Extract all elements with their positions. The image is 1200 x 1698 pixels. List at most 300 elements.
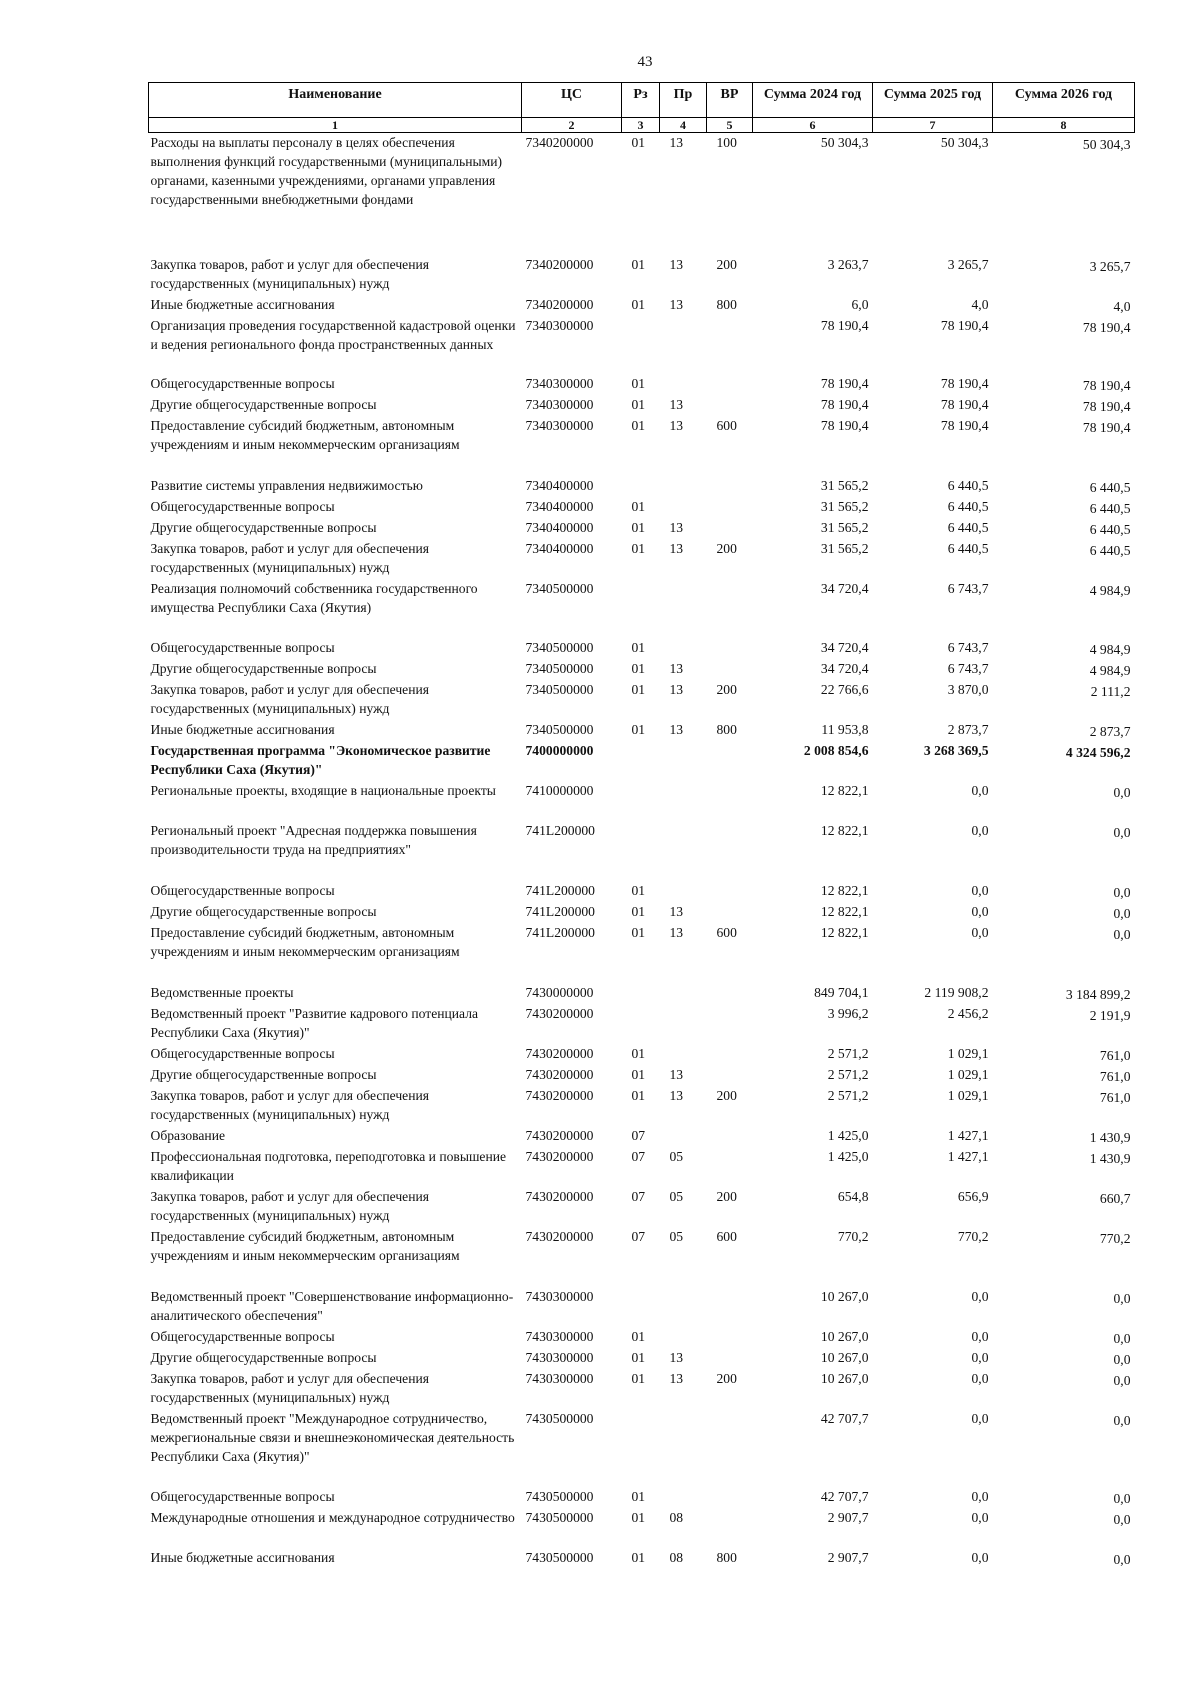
cell-pr: 13 (669, 903, 684, 919)
cell-name: Общегосударственные вопросы (150, 1488, 335, 1504)
cell-sum-2024: 2 907,7 (827, 1549, 869, 1565)
header-rz: Рз (622, 83, 660, 118)
cell-sum-2025: 78 190,4 (940, 396, 989, 412)
cell-pr: 13 (669, 660, 684, 676)
cell-cs: 7340200000 (525, 296, 594, 312)
cell-vr: 200 (716, 540, 737, 556)
cell-name: Иные бюджетные ассигнования (150, 1549, 335, 1565)
cell-cs: 7340300000 (525, 417, 594, 433)
cell-sum-2024: 42 707,7 (820, 1410, 869, 1426)
cell-rz: 01 (631, 1370, 646, 1386)
cell-rz: 01 (631, 721, 646, 737)
cell-sum-2026: 761,0 (1099, 1047, 1131, 1063)
budget-table (148, 82, 1135, 1569)
cell-name: Ведомственный проект "Совершенствование информационно-аналитического обеспечения" (150, 1288, 514, 1323)
cell-sum-2026: 0,0 (1113, 1351, 1131, 1367)
cell-sum-2026: 3 265,7 (1089, 258, 1131, 274)
cell-sum-2026: 4 984,9 (1089, 662, 1131, 678)
table-row (149, 1044, 1135, 1065)
table-row (149, 416, 1135, 476)
cell-vr: 600 (716, 924, 737, 940)
cell-rz: 01 (631, 660, 646, 676)
cell-cs: 7340200000 (525, 256, 594, 272)
cell-vr (707, 518, 753, 539)
table-row (149, 476, 1135, 497)
cell-name: Региональный проект "Адресная поддержка повышения производительности труда на предприятиях" (150, 822, 477, 857)
table-row (149, 638, 1135, 659)
cell-sum-2024: 10 267,0 (820, 1370, 869, 1386)
cell-sum-2025: 2 456,2 (947, 1005, 989, 1021)
cell-sum-2024: 34 720,4 (820, 660, 869, 676)
cell-sum-2026: 0,0 (1113, 1551, 1131, 1567)
cell-rz: 01 (631, 1549, 646, 1565)
cell-sum-2026: 660,7 (1099, 1190, 1131, 1206)
cell-name: Образование (150, 1127, 226, 1143)
cell-pr (660, 374, 707, 395)
table-row (149, 316, 1135, 374)
table-row (149, 497, 1135, 518)
table-row (149, 1086, 1135, 1126)
table-row (149, 659, 1135, 680)
cell-rz (622, 579, 660, 638)
cell-sum-2025: 0,0 (971, 903, 989, 919)
cell-rz (622, 476, 660, 497)
cell-name: Общегосударственные вопросы (150, 375, 335, 391)
cell-cs: 7340400000 (525, 477, 594, 493)
cell-sum-2024: 770,2 (837, 1228, 869, 1244)
cell-cs: 7430200000 (525, 1228, 594, 1244)
cell-name: Государственная программа "Экономическое развитие Республики Саха (Якутия)" (150, 742, 491, 777)
cell-cs: 7430200000 (525, 1148, 594, 1164)
cell-sum-2024: 10 267,0 (820, 1328, 869, 1344)
cell-sum-2024: 42 707,7 (820, 1488, 869, 1504)
cell-vr: 800 (716, 296, 737, 312)
cell-pr (660, 579, 707, 638)
cell-pr: 13 (669, 296, 684, 312)
cell-vr (707, 1147, 753, 1187)
cell-rz (622, 983, 660, 1004)
cell-vr (707, 1487, 753, 1508)
cell-sum-2026: 2 111,2 (1090, 683, 1131, 699)
cell-name: Предоставление субсидий бюджетным, автономным учреждениям и иным некоммерческим организациям (150, 1228, 460, 1263)
cell-sum-2026: 6 440,5 (1089, 500, 1131, 516)
cell-pr: 13 (669, 721, 684, 737)
cell-vr (707, 497, 753, 518)
table-row (149, 1187, 1135, 1227)
cell-name: Ведомственные проекты (150, 984, 294, 1000)
cell-cs: 7340300000 (525, 375, 594, 391)
table-row (149, 518, 1135, 539)
cell-vr (707, 1044, 753, 1065)
cell-sum-2024: 50 304,3 (820, 135, 869, 150)
cell-rz: 01 (631, 135, 646, 150)
cell-sum-2024: 12 822,1 (820, 924, 869, 940)
cell-cs: 7400000000 (525, 742, 594, 758)
table-header (149, 83, 1135, 133)
cell-cs: 7430200000 (525, 1188, 594, 1204)
cell-sum-2026: 4 324 596,2 (1065, 744, 1131, 760)
cell-sum-2025: 4,0 (971, 296, 989, 312)
cell-name: Предоставление субсидий бюджетным, автономным учреждениям и иным некоммерческим организациям (150, 924, 460, 959)
cell-sum-2025: 6 440,5 (947, 540, 989, 556)
cell-sum-2025: 2 119 908,2 (924, 984, 989, 1000)
cell-vr (707, 579, 753, 638)
cell-pr (660, 476, 707, 497)
cell-sum-2025: 3 268 369,5 (923, 742, 989, 758)
cell-sum-2024: 3 263,7 (827, 256, 869, 272)
cell-rz: 01 (631, 882, 646, 898)
column-number: 8 (993, 118, 1135, 133)
cell-sum-2025: 0,0 (971, 924, 989, 940)
cell-vr (707, 741, 753, 781)
cell-sum-2024: 6,0 (851, 296, 869, 312)
cell-rz (622, 1287, 660, 1327)
cell-sum-2025: 3 870,0 (947, 681, 989, 697)
cell-sum-2026: 0,0 (1113, 784, 1131, 800)
cell-vr: 600 (716, 1228, 737, 1244)
cell-sum-2026: 78 190,4 (1082, 419, 1131, 435)
cell-vr (707, 781, 753, 821)
cell-pr: 13 (669, 1349, 684, 1365)
cell-name: Закупка товаров, работ и услуг для обеспечения государственных (муниципальных) нужд (150, 256, 429, 291)
cell-sum-2025: 6 440,5 (947, 498, 989, 514)
cell-cs: 7430500000 (525, 1509, 594, 1525)
cell-rz: 01 (631, 519, 646, 535)
cell-cs: 7340400000 (525, 540, 594, 556)
cell-sum-2025: 78 190,4 (940, 417, 989, 433)
cell-vr (707, 1287, 753, 1327)
cell-sum-2024: 2 571,2 (827, 1066, 869, 1082)
cell-pr: 05 (669, 1188, 684, 1204)
cell-rz: 07 (631, 1188, 646, 1204)
cell-sum-2025: 0,0 (971, 1370, 989, 1386)
header-pr: Пр (660, 83, 707, 118)
cell-sum-2026: 2 191,9 (1089, 1007, 1131, 1023)
cell-sum-2025: 656,9 (957, 1188, 989, 1204)
cell-cs: 741L200000 (525, 903, 595, 919)
header-sum-2026: Сумма 2026 год (993, 83, 1135, 118)
cell-vr (707, 316, 753, 374)
cell-pr (660, 1487, 707, 1508)
cell-cs: 7340300000 (525, 317, 594, 333)
cell-sum-2025: 770,2 (957, 1228, 989, 1244)
cell-sum-2026: 78 190,4 (1082, 319, 1131, 335)
cell-sum-2025: 3 265,7 (947, 256, 989, 272)
cell-vr (707, 638, 753, 659)
cell-pr: 13 (669, 1066, 684, 1082)
cell-cs: 7430500000 (525, 1488, 594, 1504)
cell-sum-2024: 2 008 854,6 (803, 742, 869, 758)
page-number: 43 (637, 54, 653, 70)
cell-vr: 200 (716, 1188, 737, 1204)
table-row (149, 133, 1135, 255)
cell-rz: 01 (631, 903, 646, 919)
cell-vr (707, 881, 753, 902)
cell-sum-2024: 31 565,2 (820, 498, 869, 514)
cell-sum-2024: 10 267,0 (820, 1349, 869, 1365)
cell-vr: 800 (716, 721, 737, 737)
cell-vr (707, 374, 753, 395)
cell-name: Общегосударственные вопросы (150, 1045, 335, 1061)
cell-sum-2026: 0,0 (1113, 905, 1131, 921)
cell-name: Закупка товаров, работ и услуг для обеспечения государственных (муниципальных) нужд (150, 681, 429, 716)
cell-pr: 13 (669, 417, 684, 433)
cell-sum-2025: 0,0 (971, 1410, 989, 1426)
cell-sum-2024: 78 190,4 (820, 417, 869, 433)
cell-rz (622, 316, 660, 374)
cell-pr (660, 1044, 707, 1065)
cell-sum-2025: 6 440,5 (947, 477, 989, 493)
table-row (149, 1126, 1135, 1147)
cell-vr (707, 1508, 753, 1548)
cell-rz: 01 (631, 1066, 646, 1082)
cell-rz (622, 1004, 660, 1044)
cell-sum-2026: 3 184 899,2 (1065, 986, 1131, 1002)
cell-sum-2024: 654,8 (837, 1188, 869, 1204)
table-row (149, 902, 1135, 923)
column-number: 6 (753, 118, 873, 133)
table-row (149, 680, 1135, 720)
cell-sum-2026: 0,0 (1113, 824, 1131, 840)
cell-name: Организация проведения государственной кадастровой оценки и ведения регионального фонда пространственных данных (150, 317, 516, 352)
cell-cs: 7430200000 (525, 1127, 594, 1143)
cell-sum-2026: 4 984,9 (1089, 582, 1131, 598)
cell-sum-2024: 22 766,6 (820, 681, 869, 697)
cell-cs: 7430200000 (525, 1087, 594, 1103)
cell-sum-2024: 1 425,0 (827, 1127, 869, 1143)
cell-sum-2025: 0,0 (971, 1549, 989, 1565)
table-row (149, 255, 1135, 295)
cell-sum-2025: 1 029,1 (947, 1066, 989, 1082)
table-row (149, 1065, 1135, 1086)
cell-sum-2026: 761,0 (1099, 1089, 1131, 1105)
cell-sum-2026: 0,0 (1113, 926, 1131, 942)
cell-pr: 13 (669, 519, 684, 535)
cell-vr: 200 (716, 1370, 737, 1386)
cell-cs: 7340200000 (525, 135, 594, 150)
cell-rz: 01 (631, 681, 646, 697)
cell-vr: 100 (716, 135, 737, 150)
cell-pr: 13 (669, 135, 684, 150)
cell-rz: 01 (631, 1328, 646, 1344)
cell-sum-2026: 6 440,5 (1089, 521, 1131, 537)
column-number: 1 (149, 118, 522, 133)
cell-pr: 13 (669, 256, 684, 272)
cell-name: Другие общегосударственные вопросы (150, 903, 377, 919)
table-row (149, 1147, 1135, 1187)
cell-pr (660, 316, 707, 374)
cell-cs: 7430200000 (525, 1005, 594, 1021)
cell-vr (707, 1126, 753, 1147)
table-row (149, 1508, 1135, 1548)
cell-rz (622, 741, 660, 781)
cell-name: Общегосударственные вопросы (150, 639, 335, 655)
cell-sum-2026: 2 873,7 (1089, 723, 1131, 739)
cell-name: Общегосударственные вопросы (150, 882, 335, 898)
cell-rz (622, 781, 660, 821)
cell-vr (707, 902, 753, 923)
cell-cs: 7430300000 (525, 1328, 594, 1344)
cell-rz: 01 (631, 375, 646, 391)
cell-pr: 08 (669, 1549, 684, 1565)
header-sum-2025: Сумма 2025 год (873, 83, 993, 118)
cell-pr: 13 (669, 1087, 684, 1103)
cell-rz: 01 (631, 417, 646, 433)
cell-vr: 200 (716, 256, 737, 272)
cell-name: Иные бюджетные ассигнования (150, 296, 335, 312)
cell-sum-2025: 2 873,7 (947, 721, 989, 737)
cell-name: Закупка товаров, работ и услуг для обеспечения государственных (муниципальных) нужд (150, 540, 429, 575)
cell-sum-2025: 6 743,7 (947, 660, 989, 676)
table-body (149, 133, 1135, 1569)
cell-vr (707, 659, 753, 680)
cell-vr (707, 1065, 753, 1086)
cell-sum-2026: 1 430,9 (1089, 1150, 1131, 1166)
cell-cs: 7430200000 (525, 1045, 594, 1061)
cell-name: Расходы на выплаты персоналу в целях обеспечения выполнения функций государственными (муниципальными) органами, казенными учреждениями, органами управления государственными внебюджетными фондами (150, 135, 503, 207)
cell-name: Профессиональная подготовка, переподготовка и повышение квалификации (150, 1148, 507, 1183)
cell-sum-2026: 0,0 (1113, 1412, 1131, 1428)
cell-pr (660, 741, 707, 781)
table-row (149, 1327, 1135, 1348)
cell-cs: 741L200000 (525, 882, 595, 898)
cell-name: Другие общегосударственные вопросы (150, 660, 377, 676)
table-row (149, 781, 1135, 821)
cell-cs: 741L200000 (525, 822, 595, 838)
cell-vr (707, 476, 753, 497)
cell-sum-2024: 78 190,4 (820, 375, 869, 391)
cell-rz: 01 (631, 1349, 646, 1365)
cell-pr: 13 (669, 540, 684, 556)
column-number: 5 (707, 118, 753, 133)
cell-sum-2024: 10 267,0 (820, 1288, 869, 1304)
table-row (149, 374, 1135, 395)
cell-name: Общегосударственные вопросы (150, 498, 335, 514)
cell-sum-2026: 0,0 (1113, 1372, 1131, 1388)
cell-sum-2025: 78 190,4 (940, 317, 989, 333)
cell-pr (660, 497, 707, 518)
cell-cs: 7340500000 (525, 681, 594, 697)
table-row (149, 720, 1135, 741)
cell-cs: 7340500000 (525, 721, 594, 737)
cell-cs: 7430300000 (525, 1349, 594, 1365)
cell-pr (660, 1287, 707, 1327)
cell-pr: 08 (669, 1509, 684, 1525)
cell-sum-2024: 78 190,4 (820, 317, 869, 333)
cell-sum-2024: 849 704,1 (814, 984, 869, 1000)
cell-cs: 741L200000 (525, 924, 595, 940)
cell-sum-2026: 0,0 (1113, 1290, 1131, 1306)
cell-rz: 01 (631, 1045, 646, 1061)
cell-pr (660, 1409, 707, 1487)
cell-sum-2025: 0,0 (971, 882, 989, 898)
table-row (149, 395, 1135, 416)
table-row (149, 1287, 1135, 1327)
cell-sum-2024: 12 822,1 (820, 822, 869, 838)
cell-sum-2025: 0,0 (971, 782, 989, 798)
cell-sum-2025: 0,0 (971, 822, 989, 838)
cell-sum-2025: 0,0 (971, 1328, 989, 1344)
cell-sum-2026: 0,0 (1113, 1330, 1131, 1346)
cell-rz: 01 (631, 256, 646, 272)
column-number: 4 (660, 118, 707, 133)
cell-sum-2025: 0,0 (971, 1288, 989, 1304)
cell-cs: 7430500000 (525, 1410, 594, 1426)
cell-sum-2026: 770,2 (1099, 1230, 1131, 1246)
header-sum-2024: Сумма 2024 год (753, 83, 873, 118)
cell-sum-2024: 31 565,2 (820, 540, 869, 556)
table-row (149, 1004, 1135, 1044)
cell-cs: 7340300000 (525, 396, 594, 412)
cell-sum-2026: 1 430,9 (1089, 1129, 1131, 1145)
cell-cs: 7430200000 (525, 1066, 594, 1082)
cell-sum-2026: 0,0 (1113, 884, 1131, 900)
cell-pr: 05 (669, 1148, 684, 1164)
cell-sum-2024: 12 822,1 (820, 782, 869, 798)
header-vr: ВР (707, 83, 753, 118)
cell-sum-2026: 4 984,9 (1089, 641, 1131, 657)
table-row (149, 1487, 1135, 1508)
cell-name: Ведомственный проект "Развитие кадрового потенциала Республики Саха (Якутия)" (150, 1005, 479, 1040)
cell-vr (707, 1348, 753, 1369)
cell-sum-2026: 78 190,4 (1082, 398, 1131, 414)
cell-sum-2025: 0,0 (971, 1349, 989, 1365)
cell-sum-2026: 6 440,5 (1089, 542, 1131, 558)
cell-vr: 200 (716, 681, 737, 697)
cell-rz: 01 (631, 1509, 646, 1525)
cell-rz: 01 (631, 540, 646, 556)
table-row (149, 1227, 1135, 1287)
cell-sum-2024: 2 907,7 (827, 1509, 869, 1525)
cell-cs: 7340500000 (525, 580, 594, 596)
cell-pr (660, 781, 707, 821)
cell-sum-2024: 12 822,1 (820, 903, 869, 919)
cell-sum-2024: 2 571,2 (827, 1045, 869, 1061)
cell-vr (707, 1327, 753, 1348)
cell-cs: 7340500000 (525, 639, 594, 655)
budget-table-sheet (148, 82, 1134, 1569)
cell-sum-2026: 50 304,3 (1082, 137, 1131, 152)
cell-pr (660, 1126, 707, 1147)
cell-sum-2024: 78 190,4 (820, 396, 869, 412)
cell-pr (660, 638, 707, 659)
cell-name: Закупка товаров, работ и услуг для обеспечения государственных (муниципальных) нужд (150, 1370, 429, 1405)
cell-sum-2025: 0,0 (971, 1488, 989, 1504)
cell-cs: 7430000000 (525, 984, 594, 1000)
cell-sum-2024: 3 996,2 (827, 1005, 869, 1021)
cell-name: Региональные проекты, входящие в национальные проекты (150, 782, 496, 798)
cell-vr: 800 (716, 1549, 737, 1565)
cell-vr (707, 983, 753, 1004)
table-row (149, 1409, 1135, 1487)
cell-rz: 01 (631, 296, 646, 312)
cell-name: Предоставление субсидий бюджетным, автономным учреждениям и иным некоммерческим организациям (150, 417, 460, 452)
cell-sum-2026: 4,0 (1113, 298, 1131, 314)
cell-sum-2025: 6 743,7 (947, 639, 989, 655)
cell-rz: 01 (631, 639, 646, 655)
cell-sum-2026: 6 440,5 (1089, 479, 1131, 495)
cell-name: Другие общегосударственные вопросы (150, 1349, 377, 1365)
cell-name: Другие общегосударственные вопросы (150, 1066, 377, 1082)
cell-name: Международные отношения и международное сотрудничество (150, 1509, 515, 1525)
cell-vr: 600 (716, 417, 737, 433)
cell-pr: 05 (669, 1228, 684, 1244)
cell-sum-2024: 31 565,2 (820, 477, 869, 493)
cell-sum-2025: 78 190,4 (940, 375, 989, 391)
cell-name: Ведомственный проект "Международное сотрудничество, межрегиональные связи и внешнеэкономическая деятельность Республики Саха (Якутия)" (150, 1410, 515, 1464)
cell-sum-2026: 0,0 (1113, 1490, 1131, 1506)
cell-sum-2024: 34 720,4 (820, 580, 869, 596)
